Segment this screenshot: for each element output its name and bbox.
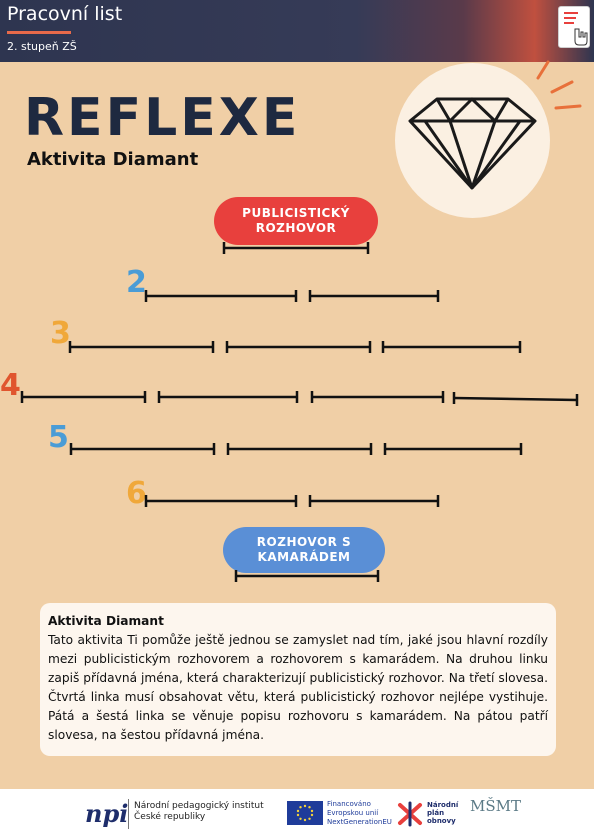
npi-name (134, 801, 264, 823)
row-3-blanks (70, 341, 520, 353)
eu-flag-icon (287, 801, 323, 825)
instructions-body: Tato aktivita Ti pomůže ještě jednou se zamyslet nad tím, jaké jsou hlavní rozdíly mezi publicistickým rozhovorem a rozhovorem s kamarádem. Na druhou linku zapiš přídavná jména, která charakterizují publicistický rozhovor. Na třetí slovesa. Čtvrtá linka musí obsahovat větu, která publicistický rozhovor nejlépe vystihuje. Pátá a šestá linka se věnuje popisu rozhovoru s kamarádem. Na pátou patří slovesa, na šestou přídavná jména. (48, 633, 548, 742)
footer-logos (0, 789, 594, 840)
eu-line-1: Financováno (327, 800, 371, 808)
label-rozhovor-s-kamaradem: ROZHOVOR S KAMARÁDEM (223, 527, 385, 573)
worksheet-subtitle: Aktivita Diamant (27, 149, 199, 170)
msmt-logo: MŠMT (470, 797, 521, 815)
npo-line-3: obnovy (427, 817, 456, 825)
row-2-blanks (146, 290, 438, 302)
header-subtitle: 2. stupeň ZŠ (7, 40, 77, 53)
header-underline (7, 31, 71, 34)
row-number-6: 6 (126, 476, 147, 511)
eu-line-3: NextGenerationEU (327, 818, 392, 826)
npo-text (427, 801, 458, 825)
instructions-box (40, 603, 556, 756)
npo-logo-icon (396, 801, 424, 827)
row-number-3: 3 (50, 316, 71, 351)
npi-logo: npi (85, 799, 129, 828)
npo-line-2: plán (427, 809, 445, 817)
row-number-2: 2 (126, 265, 147, 300)
row-4-blanks (22, 391, 577, 406)
npi-divider (128, 799, 129, 829)
npi-line-1: Národní pedagogický institut (134, 801, 264, 811)
eu-funding-text (327, 800, 392, 827)
diamond-icon (395, 63, 550, 218)
npi-line-2: České republiky (134, 812, 206, 822)
header-title: Pracovní list (7, 3, 123, 25)
tablet-hand-icon (558, 6, 590, 48)
npo-line-1: Národní (427, 801, 459, 809)
diamond-circle (395, 63, 550, 218)
worksheet-title: REFLEXE (24, 88, 301, 148)
worksheet-header (0, 0, 594, 62)
row-5-blanks (71, 443, 521, 455)
eu-line-2: Evropskou unií (327, 809, 379, 817)
label-publicisticky-rozhovor: PUBLICISTICKÝ ROZHOVOR (214, 197, 378, 245)
row-number-4: 4 (0, 368, 21, 403)
row-6-blanks (146, 495, 438, 507)
row-number-5: 5 (48, 420, 69, 455)
instructions-title: Aktivita Diamant (48, 614, 164, 628)
